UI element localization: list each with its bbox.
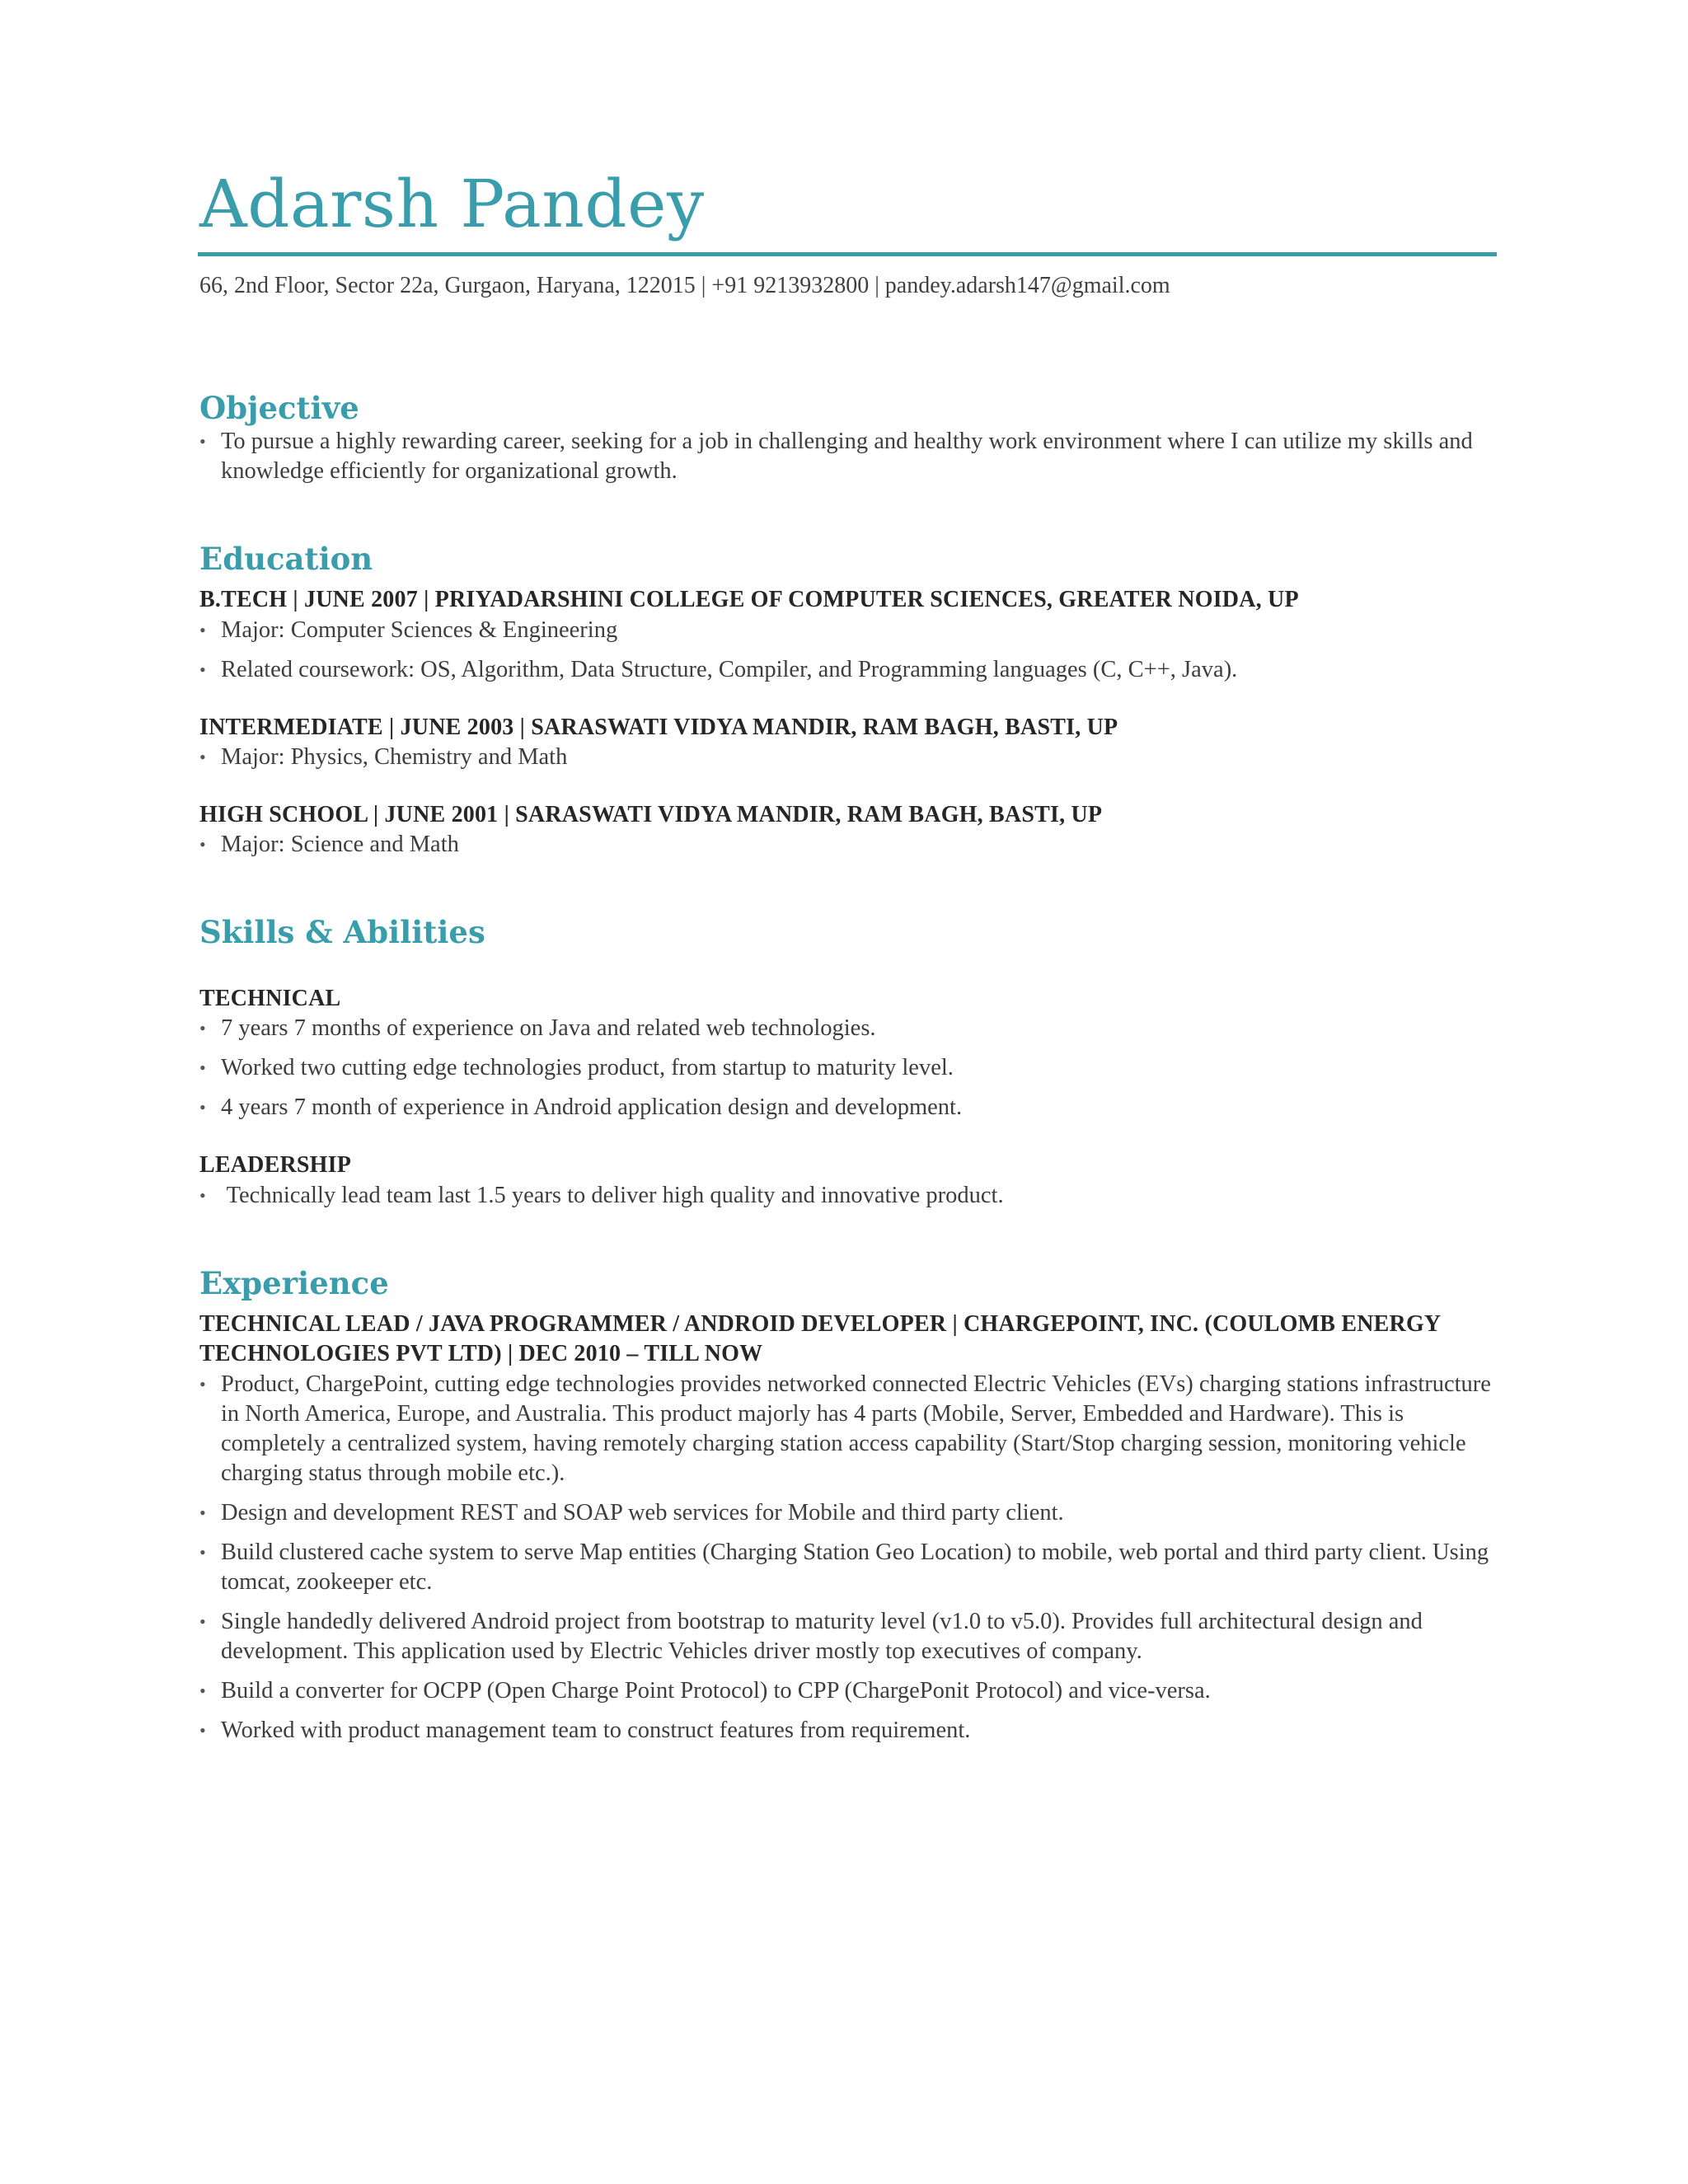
list-item: • Related coursework: OS, Algorithm, Data Structure, Compiler, and Programming languages (C, C++, Java). <box>199 655 1497 685</box>
list-item: • Major: Physics, Chemistry and Math <box>199 743 1497 772</box>
section-title-experience: Experience <box>199 1264 389 1301</box>
skills-list-technical <box>199 1014 1497 1122</box>
experience-list-chargepoint <box>199 1370 1497 1746</box>
education-heading-btech: B.TECH | JUNE 2007 | PRIYADARSHINI COLLEGE OF COMPUTER SCIENCES, GREATER NOIDA, UP <box>199 587 1299 613</box>
bullet-icon: • <box>199 1719 206 1741</box>
bullet-icon: • <box>199 1680 206 1701</box>
candidate-name: Adarsh Pandey <box>199 166 705 242</box>
education-section <box>199 541 1497 860</box>
objective-list <box>199 427 1497 486</box>
experience-section <box>199 1265 1497 1746</box>
list-item: • Major: Computer Sciences & Engineering <box>199 616 1497 645</box>
bullet-icon: • <box>199 619 206 640</box>
bullet-icon: • <box>199 1018 206 1039</box>
bullet-icon: • <box>199 1610 206 1632</box>
objective-section <box>199 390 1497 485</box>
skills-heading-technical: TECHNICAL <box>199 985 341 1011</box>
education-list-highschool <box>199 830 1497 860</box>
bullet-icon: • <box>199 1541 206 1563</box>
contact-line: 66, 2nd Floor, Sector 22a, Gurgaon, Haryana, 122015 | +91 9213932800 | pandey.adarsh147@gmail.com <box>199 273 1170 298</box>
list-item: • Single handedly delivered Android project from bootstrap to maturity level (v1.0 to v5.0). Provides full architectural design and development. This application used by Electric Vehicles driver mostly top executives of company. <box>199 1608 1423 1664</box>
list-item: • 7 years 7 months of experience on Java and related web technologies. <box>199 1014 1497 1043</box>
bullet-icon: • <box>199 1184 206 1206</box>
education-heading-highschool: HIGH SCHOOL | JUNE 2001 | SARASWATI VIDYA MANDIR, RAM BAGH, BASTI, UP <box>199 801 1103 827</box>
list-item: • Technically lead team last 1.5 years to deliver high quality and innovative product. <box>199 1181 1497 1211</box>
bullet-icon: • <box>199 1373 206 1394</box>
bullet-icon: • <box>199 746 206 767</box>
bullet-icon: • <box>199 1097 206 1118</box>
experience-heading-chargepoint: TECHNICAL LEAD / JAVA PROGRAMMER / ANDROID DEVELOPER | CHARGEPOINT, INC. (COULOMB ENERGY TECHNOLOGIES PVT LTD) | DEC 2010 – TILL NOW <box>199 1310 1441 1367</box>
section-title-objective: Objective <box>199 390 359 427</box>
bullet-icon: • <box>199 1502 206 1523</box>
education-heading-intermediate: INTERMEDIATE | JUNE 2003 | SARASWATI VIDYA MANDIR, RAM BAGH, BASTI, UP <box>199 714 1118 740</box>
list-item: • Worked two cutting edge technologies product, from startup to maturity level. <box>199 1053 1497 1083</box>
list-item: • Build clustered cache system to serve Map entities (Charging Station Geo Location) to mobile, web portal and third party client. Using tomcat, zookeeper etc. <box>199 1539 1489 1595</box>
skills-section <box>199 914 1497 1210</box>
education-list-btech <box>199 616 1497 685</box>
bullet-icon: • <box>199 430 206 452</box>
skills-list-leadership <box>199 1181 1497 1211</box>
resume-page <box>199 165 1497 1746</box>
list-item: • Product, ChargePoint, cutting edge technologies provides networked connected Electric Vehicles (EVs) charging stations infrastructure in North America, Europe, and Australia. This product majorly has 4 parts (Mobile, Server, Embedded and Hardware). This is completely a centralized system, having remotely charging station access capability (Start/Stop charging session, monitoring vehicle charging status through mobile etc.). <box>199 1371 1491 1486</box>
list-item: • To pursue a highly rewarding career, seeking for a job in challenging and healthy work environment where I can utilize my skills and knowledge efficiently for organizational growth. <box>199 428 1473 484</box>
bullet-icon: • <box>199 1057 206 1079</box>
section-title-education: Education <box>199 540 373 577</box>
bullet-icon: • <box>199 834 206 855</box>
bullet-icon: • <box>199 658 206 680</box>
section-title-skills: Skills & Abilities <box>199 914 485 951</box>
education-list-intermediate <box>199 743 1497 772</box>
list-item: • Design and development REST and SOAP web services for Mobile and third party client. <box>199 1498 1497 1528</box>
list-item: • Major: Science and Math <box>199 830 1497 860</box>
header-divider <box>198 252 1497 256</box>
list-item: • 4 years 7 month of experience in Android application design and development. <box>199 1093 1497 1122</box>
list-item: • Build a converter for OCPP (Open Charge Point Protocol) to CPP (ChargePonit Protocol) and vice-versa. <box>199 1676 1497 1706</box>
skills-heading-leadership: LEADERSHIP <box>199 1152 352 1179</box>
list-item: • Worked with product management team to construct features from requirement. <box>199 1716 1497 1746</box>
